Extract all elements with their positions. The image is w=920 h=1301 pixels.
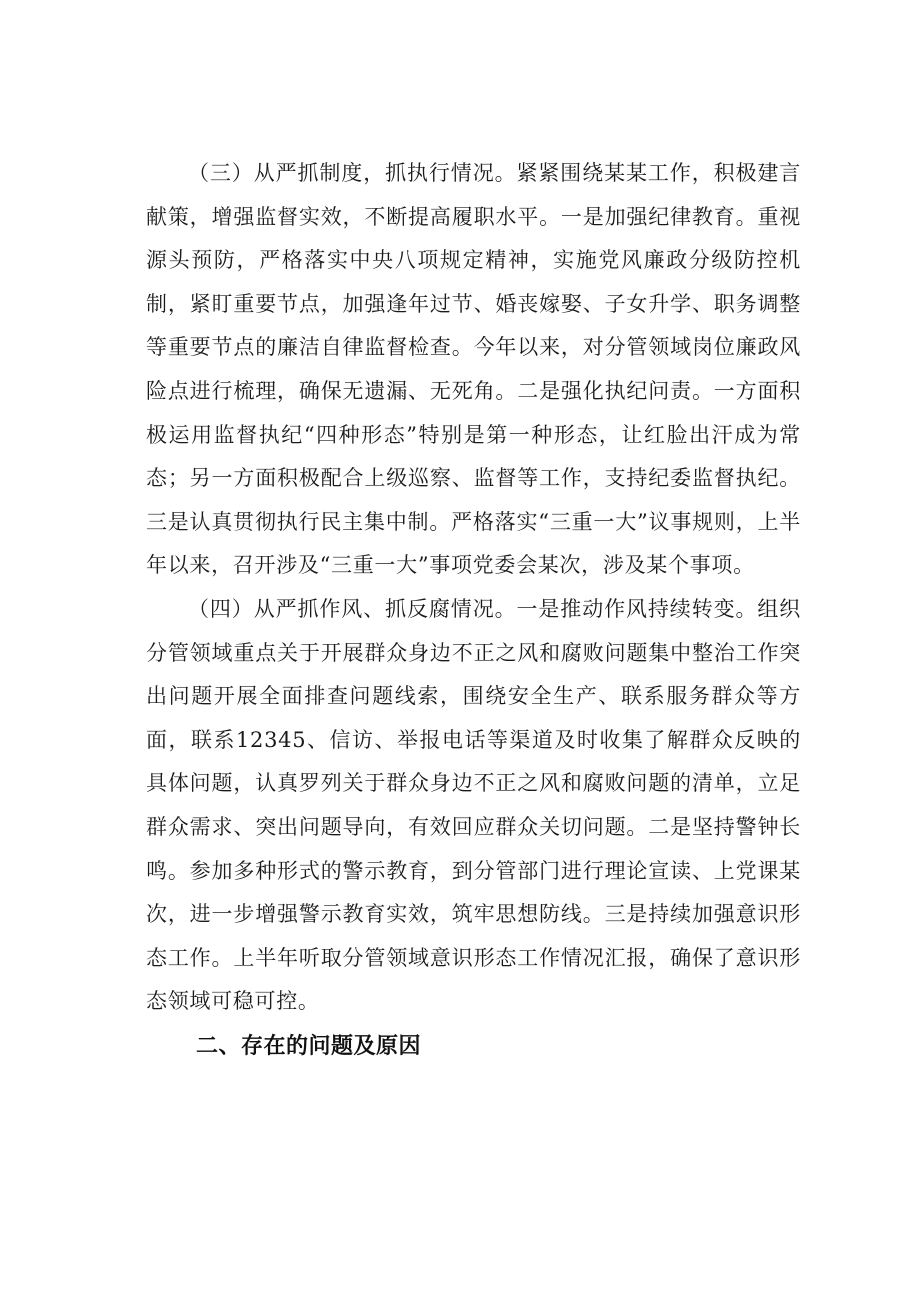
paragraph-work-style-anticorruption: （四）从严抓作风、抓反腐情况。一是推动作风持续转变。组织分管领域重点关于开展群众身边不正之风和腐败问题集中整治工作突出问题开展全面排查问题线索，围绕安全生产、联系服务群众等方面，联系12345、信访、举报电话等渠道及时收集了解群众反映的具体问题，认真罗列关于群众身边不正之风和腐败问题的清单，立足群众需求、突出问题导向，有效回应群众关切问题。二是坚持警钟长鸣。参加多种形式的警示教育，到分管部门进行理论宣读、上党课某次，进一步增强警示教育实效，筑牢思想防线。三是持续加强意识形态工作。上半年听取分管领域意识形态工作情况汇报，确保了意识形态领域可稳可控。 (146, 596, 801, 1014)
paragraph-discipline-system: （三）从严抓制度，抓执行情况。紧紧围绕某某工作，积极建言献策，增强监督实效，不断提高履职水平。一是加强纪律教育。重视源头预防，严格落实中央八项规定精神，实施党风廉政分级防控机制，紧盯重要节点，加强逢年过节、婚丧嫁娶、子女升学、职务调整等重要节点的廉洁自律监督检查。今年以来，对分管领域岗位廉政风险点进行梳理，确保无遗漏、无死角。二是强化执纪问责。一方面积极运用监督执纪“四种形态”特别是第一种形态，让红脸出汗成为常态；另一方面积极配合上级巡察、监督等工作，支持纪委监督执纪。三是认真贯彻执行民主集中制。严格落实“三重一大”议事规则，上半年以来，召开涉及“三重一大”事项党委会某次，涉及某个事项。 (146, 161, 801, 578)
section-heading-problems-causes: 二、存在的问题及原因 (196, 1033, 422, 1059)
document-body (146, 152, 801, 1070)
